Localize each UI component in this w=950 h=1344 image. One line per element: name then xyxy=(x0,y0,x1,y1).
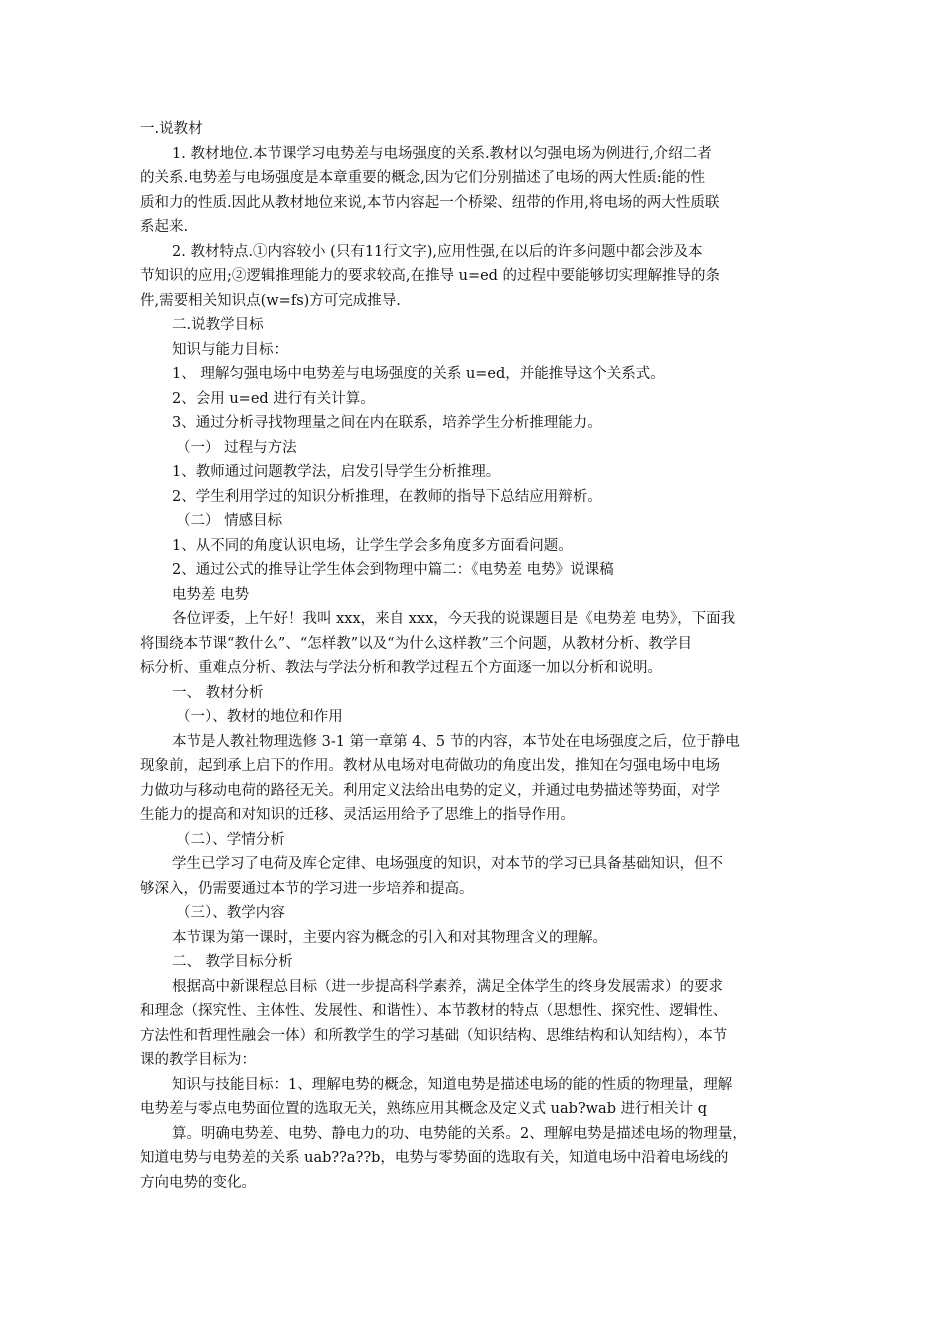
text-line: 2. 教材特点.①内容较小 (只有11行文字),应用性强,在以后的许多问题中都会涉及本 xyxy=(172,243,703,260)
text-line: 知识与技能目标：1、理解电势的概念，知道电势是描述电场的能的性质的物理量，理解 xyxy=(172,1076,733,1093)
text-line: 2、通过公式的推导让学生体会到物理中篇二：《电势差 电势》说课稿 xyxy=(172,562,614,578)
text-line: （一）、教材的地位和作用 xyxy=(176,709,343,725)
text-line: 1、教师通过问题教学法，启发引导学生分析推理。 xyxy=(172,464,501,480)
text-line: 二、 教学目标分析 xyxy=(172,954,293,970)
text-line: 各位评委，上午好！我叫 xxx，来自 xxx，今天我的说课题目是《电势差 电势》，下面我 xyxy=(172,611,736,627)
text-line: 力做功与移动电荷的路径无关。利用定义法给出电势的定义，并通过电势描述等势面，对学 xyxy=(140,782,720,799)
text-line: 1、 理解匀强电场中电势差与电场强度的关系 u=ed，并能推导这个关系式。 xyxy=(172,366,665,382)
text-line: 本节是人教社物理选修 3-1 第一章第 4、5 节的内容，本节处在电场强度之后，位于静电 xyxy=(172,733,740,750)
text-line: 电势差与零点电势面位置的选取无关，熟练应用其概念及定义式 uab?wab 进行相关计 q xyxy=(140,1101,707,1117)
document-body xyxy=(140,117,816,1195)
text-line: 一、 教材分析 xyxy=(172,684,264,701)
text-line: 标分析、重难点分析、教法与学法分析和教学过程五个方面逐一加以分析和说明。 xyxy=(140,660,662,676)
text-line: 2、会用 u=ed 进行有关计算。 xyxy=(172,390,375,407)
text-line: 1、从不同的角度认识电场，让学生学会多角度多方面看问题。 xyxy=(172,537,573,554)
text-line: 3、通过分析寻找物理量之间在内在联系，培养学生分析推理能力。 xyxy=(172,415,602,431)
text-line: 电势差 电势 xyxy=(172,586,250,603)
text-line: 将围绕本节课“教什么”、“怎样教”以及“为什么这样教”三个问题，从教材分析、教学目 xyxy=(140,635,692,652)
text-line: 的关系.电势差与电场强度是本章重要的概念,因为它们分别描述了电场的两大性质:能的性 xyxy=(140,170,706,186)
text-line: 生能力的提高和对知识的迁移、灵活运用给予了思维上的指导作用。 xyxy=(140,807,575,823)
text-line: 算。明确电势差、电势、静电力的功、电势能的关系。2、理解电势是描述电场的物理量， xyxy=(172,1125,747,1142)
text-line: 现象前，起到承上启下的作用。教材从电场对电荷做功的角度出发，推知在匀强电场中电场 xyxy=(140,758,720,774)
text-line: （二） 情感目标 xyxy=(176,513,283,529)
text-line: 2、学生利用学过的知识分析推理，在教师的指导下总结应用辩析。 xyxy=(172,488,602,505)
text-line: 根据高中新课程总目标（进一步提高科学素养，满足全体学生的终身发展需求）的要求 xyxy=(172,978,723,995)
text-line: 件,需要相关知识点(w=fs)方可完成推导. xyxy=(140,292,401,309)
text-line: 学生已学习了电荷及库仑定律、电场强度的知识，对本节的学习已具备基础知识，但不 xyxy=(172,856,723,872)
text-line: （二）、学情分析 xyxy=(176,831,285,848)
text-line: 质和力的性质.因此从教材地位来说,本节内容起一个桥梁、纽带的作用,将电场的两大性质联 xyxy=(140,194,720,211)
text-line: 和理念（探究性、主体性、发展性、和谐性）、本节教材的特点（思想性、探究性、逻辑性、 xyxy=(140,1003,728,1019)
text-line: 本节课为第一课时，主要内容为概念的引入和对其物理含义的理解。 xyxy=(172,929,607,946)
text-line: 够深入，仍需要通过本节的学习进一步培养和提高。 xyxy=(140,880,474,897)
text-line: 方向电势的变化。 xyxy=(140,1174,256,1191)
text-line: 知道电势与电势差的关系 uab??a??b，电势与零势面的选取有关，知道电场中沿着电场线的 xyxy=(140,1150,729,1166)
text-line: （三）、教学内容 xyxy=(176,905,285,921)
text-line: 课的教学目标为： xyxy=(140,1052,256,1068)
text-line: （一） 过程与方法 xyxy=(176,439,297,456)
text-line: 知识与能力目标： xyxy=(172,341,288,358)
text-line: 二.说教学目标 xyxy=(172,317,264,333)
text-line: 方法性和哲理性融会一体）和所教学生的学习基础（知识结构、思维结构和认知结构），本节 xyxy=(140,1027,728,1044)
text-line: 1. 教材地位.本节课学习电势差与电场强度的关系.教材以匀强电场为例进行,介绍二者 xyxy=(172,145,712,162)
text-line: 节知识的应用;②逻辑推理能力的要求较高,在推导 u=ed 的过程中要能够切实理解推导的条 xyxy=(140,268,721,284)
text-line: 系起来. xyxy=(140,219,189,235)
text-line: 一.说教材 xyxy=(140,121,203,137)
